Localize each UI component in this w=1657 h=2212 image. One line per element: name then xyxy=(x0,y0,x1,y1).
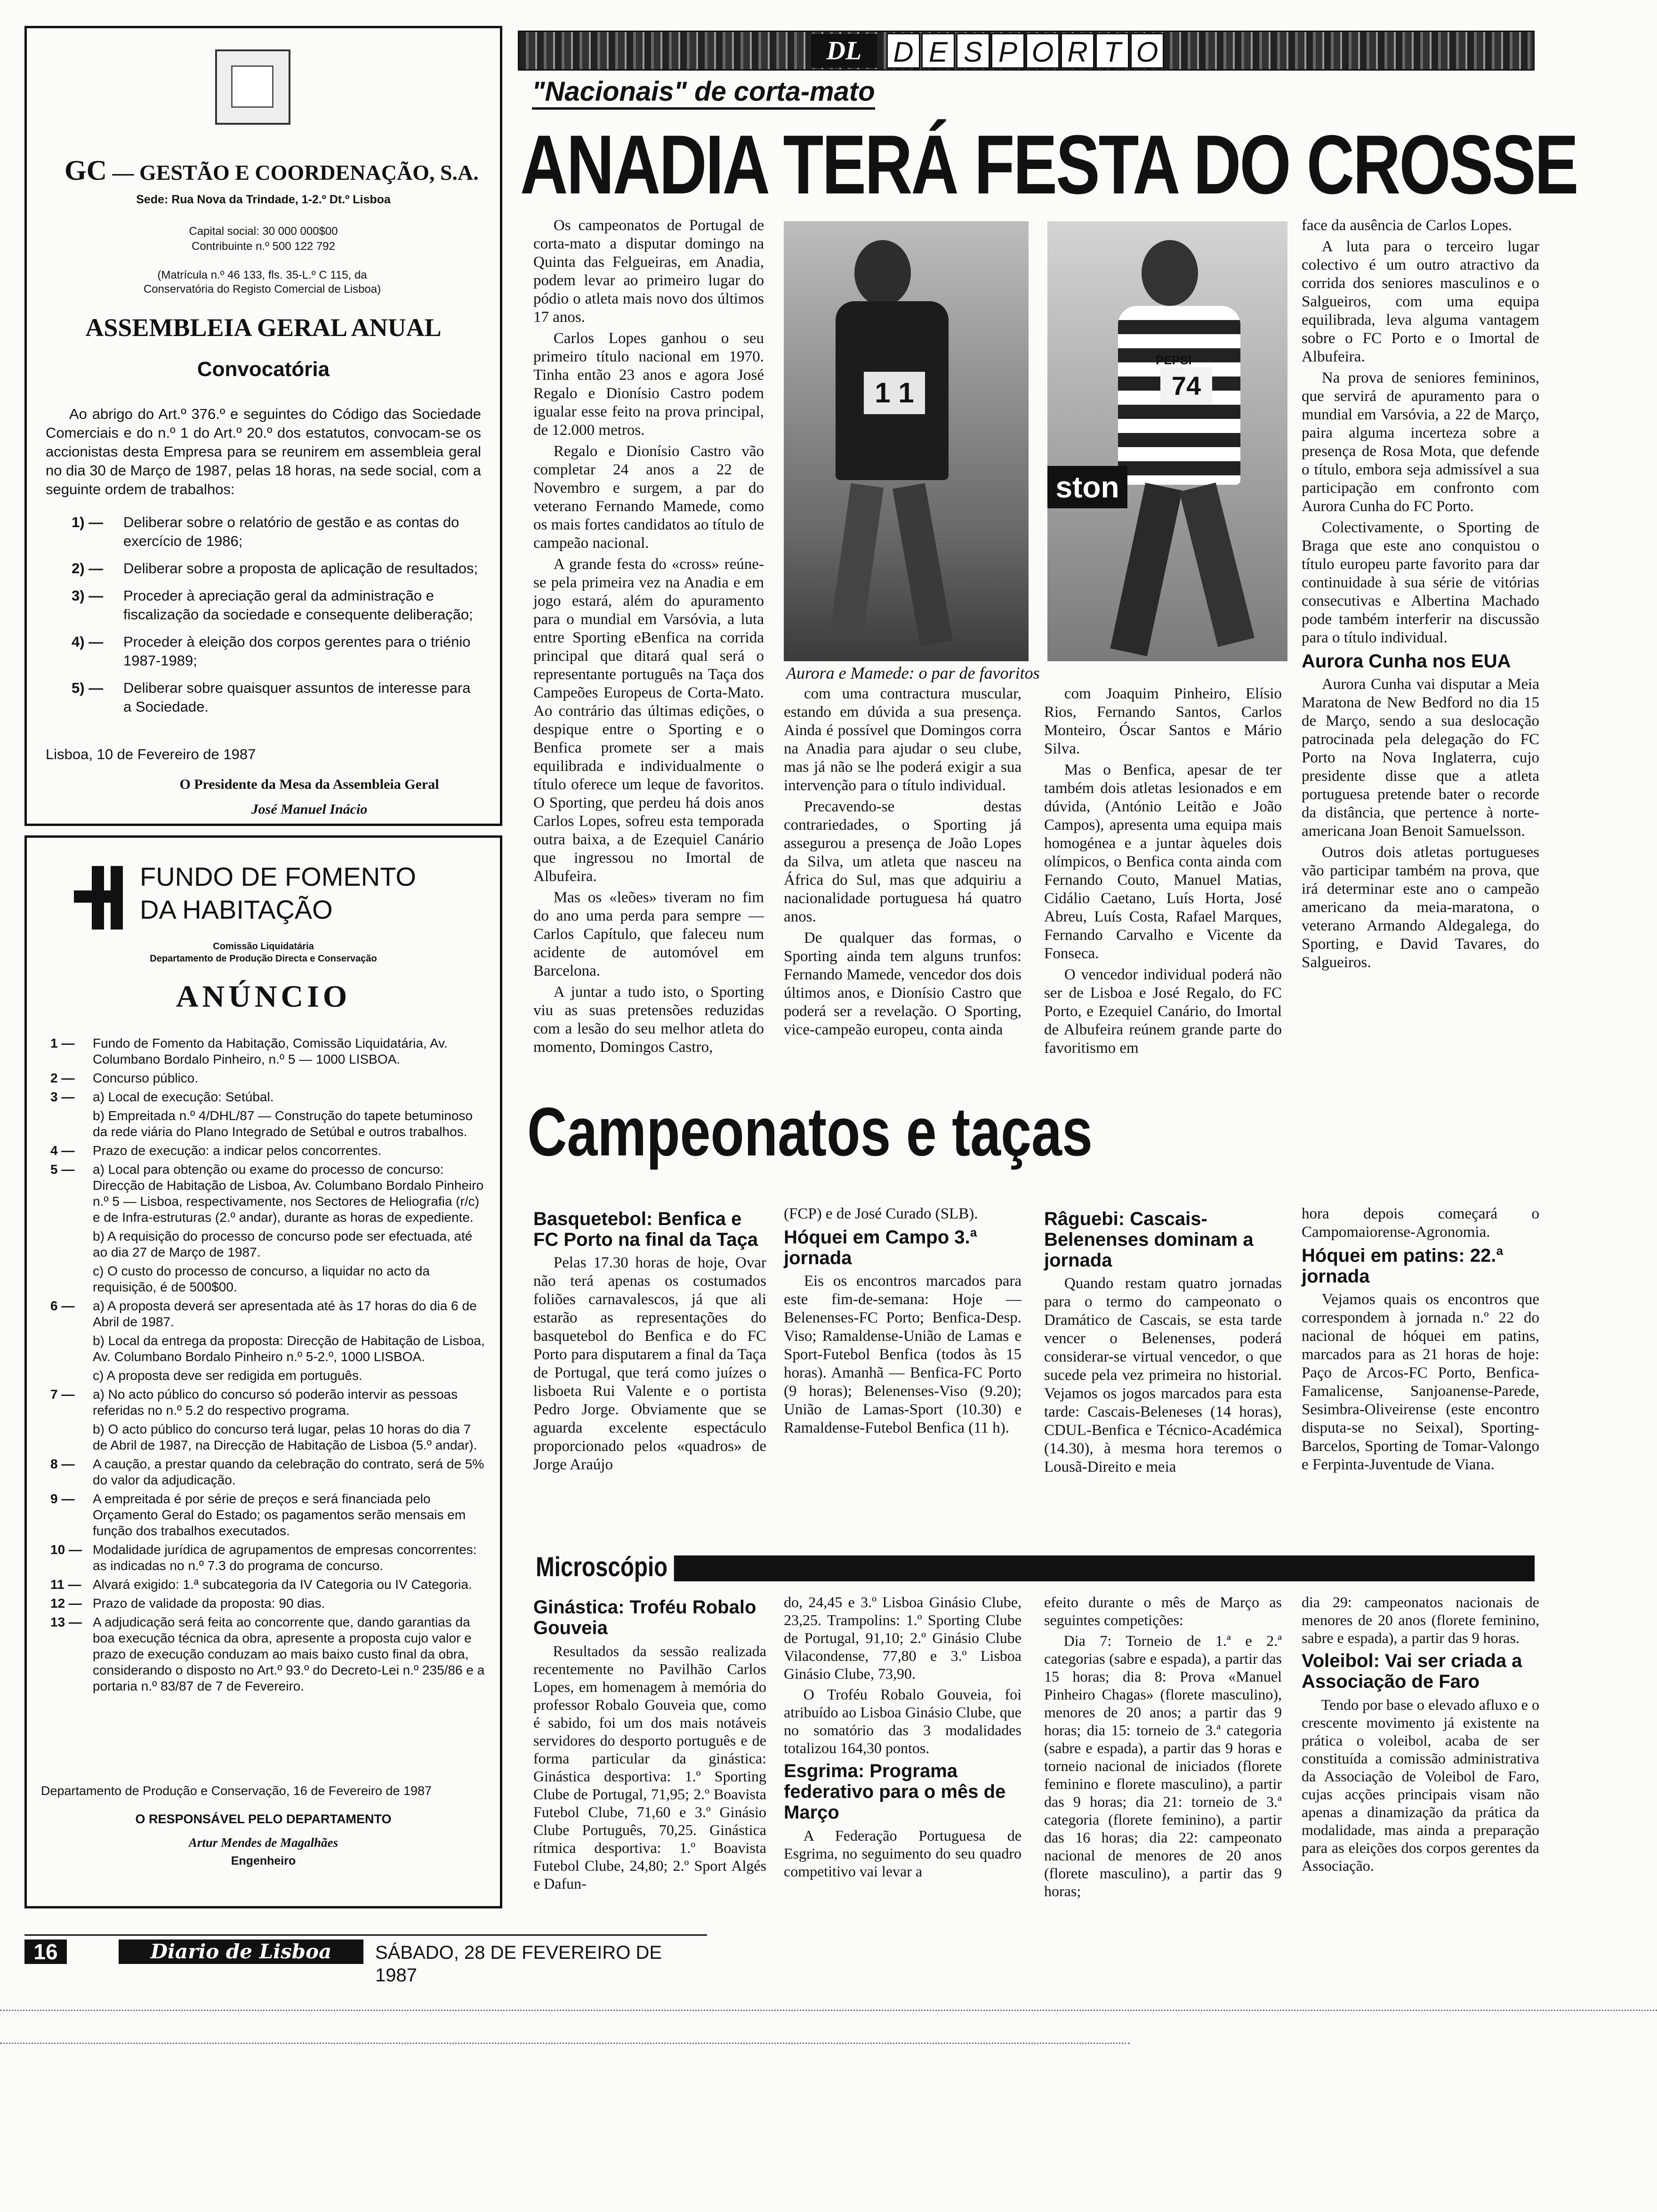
basquetebol-head: Basquetebol: Benfica e FC Porto na final da Taça xyxy=(533,1209,758,1250)
article-paragraph: Mas os «leões» tiveram no fim do ano uma perda para sempre — Carlos Capítulo, que faleceu num acidente de automóvel em Barcelona. xyxy=(533,889,764,979)
announcement-item-text: c) O custo do processo de concurso, a liquidar no acto da requisição, é de 500$00. xyxy=(93,1264,430,1294)
microscopio-col-4 xyxy=(1302,1593,1539,1913)
announcement-item-text: A adjudicação será feita ao concorrente que, dando garantias da boa execução técnica da obra, apresente a proposta cujo valor e prazo de execução conduzam ao mais baixo custo final da obra, considerando o disposto no Art.º 93.º do Decreto-Lei n.º 235/86 e a portaria n.º 83/87 de 7 de Fevereiro. xyxy=(93,1615,485,1693)
gc-contributor: Contribuinte n.º 500 122 792 xyxy=(192,240,335,253)
masthead: Diario de Lisboa xyxy=(119,1940,363,1964)
article-paragraph: Mas o Benfica, apesar de ter também dois atletas lesionados e em dúvida, (António Leitão e João Campos), apresenta uma equipa mais homogénea e a juntar àqueles dois olímpicos, o Benfica conta ainda com Fernando Couto, Manuel Matias, Cidálio Caetano, Luís Horta, José Abreu, Luís Costa, Rafael Marques, Fernando Carvalho e Vicente da Fonseca. xyxy=(1044,761,1282,962)
announcement-item xyxy=(50,1456,488,1488)
agenda-item-number: 2) — xyxy=(72,560,104,577)
campeonatos-col-4 xyxy=(1302,1205,1539,1525)
gc-seat: Sede: Rua Nova da Trindade, 1-2.º Dt.º Lisboa xyxy=(136,193,391,206)
gc-intro: Ao abrigo do Art.º 376.º e seguintes do Código das Sociedade Comerciais e do n.º 1 do Art.º 20.º dos estatutos, convocam-se os accionistas desta Empresa para se reunirem em assembleia geral no dia 30 de Março de 1987, pelas 18 horas, na sede social, com a seguinte ordem de trabalhos: xyxy=(46,406,481,497)
campeonatos-col-1 xyxy=(533,1205,766,1525)
article-paragraph: do, 24,45 e 3.º Lisboa Ginásio Clube, 23,25. Trampolins: 1.º Sporting Clube de Portugal, 91,10; 2.º Ginásio Clube Vilacondense, 77,80 e 3.º Lisboa Ginásio Clube, 73,90. xyxy=(784,1594,1022,1682)
campeonatos-col-3 xyxy=(1044,1205,1282,1525)
announcement-item-number: 7 — xyxy=(50,1387,75,1402)
section-banner xyxy=(518,31,1535,71)
microscopio-m4a: dia 29: campeonatos nacionais de menores de 20 anos (florete feminino, sabre e espada), a partir das 9 horas. xyxy=(1302,1594,1539,1646)
announcement-item-number xyxy=(50,1368,93,1384)
voleibol-head: Voleibol: Vai ser criada a Associação de Faro xyxy=(1302,1651,1522,1692)
article-paragraph: A Federação Portuguesa de Esgrima, no seguimento do seu quadro competitivo vai levar a xyxy=(784,1827,1022,1880)
photo-sponsor: PEPSI xyxy=(1156,353,1192,367)
announcement-item-number: 11 — xyxy=(50,1577,81,1592)
esgrima-head: Esgrima: Programa federativo para o mês de Março xyxy=(784,1761,1006,1823)
footer-date: SÁBADO, 28 DE FEVEREIRO DE 1987 xyxy=(375,1942,662,1986)
campeonatos-c4a: hora depois começará o Campomaiorense-Agronomia. xyxy=(1302,1205,1539,1241)
announcement-item-text: a) No acto público do concurso só poderão intervir as pessoas referidas no n.º 5.2 do respectivo programa. xyxy=(93,1387,458,1418)
announcement-item-text: b) Local da entrega da proposta: Direcção de Habitação de Lisboa, Av. Columbano Bordalo Pinheiro n.º 5-2.º, 1000 LISBOA. xyxy=(93,1333,485,1364)
photo-bib-left: 1 1 xyxy=(864,372,925,414)
announcement-item-number xyxy=(50,1333,93,1365)
agenda-item xyxy=(72,679,481,716)
announcement-item-number: 10 — xyxy=(50,1542,82,1557)
announcement-item-number xyxy=(50,1228,93,1260)
announcement-item-text: c) A proposta deve ser redigida em português. xyxy=(93,1368,362,1383)
announcement-item xyxy=(50,1595,488,1611)
agenda-item-text: Proceder à eleição dos corpos gerentes para o triénio 1987-1989; xyxy=(123,633,471,669)
gc-company-name: — GESTÃO E COORDENAÇÃO, S.A. xyxy=(112,160,479,184)
announcement-item-text: b) A requisição do processo de concurso pode ser efectuada, até ao dia 27 de Março de 1987. xyxy=(93,1229,473,1259)
announcement-item-number: 2 — xyxy=(50,1071,75,1085)
article-paragraph: A juntar a tudo isto, o Sporting viu as suas pretensões reduzidas com a lesão do seu melhor atleta do momento, Domingos Castro, xyxy=(533,984,764,1056)
ffh-name: Artur Mendes de Magalhães xyxy=(188,1835,338,1850)
campeonatos-c2a: (FCP) e de José Curado (SLB). xyxy=(784,1205,978,1222)
section-letter: R xyxy=(1061,33,1094,69)
photo-bib-right: 74 xyxy=(1160,367,1212,405)
gc-logo xyxy=(215,49,290,125)
announcement-item-text: Concurso público. xyxy=(93,1071,199,1085)
announcement-item-number: 4 — xyxy=(50,1143,75,1158)
main-story-column-4 xyxy=(1302,216,1539,1087)
ffh-responsible: O RESPONSÁVEL PELO DEPARTAMENTO xyxy=(135,1812,392,1826)
microscopio-col-3 xyxy=(1044,1593,1282,1913)
ginastica-head: Ginástica: Troféu Robalo Gouveia xyxy=(533,1597,756,1638)
ffh-sub2: Departamento de Produção Directa e Conservação xyxy=(150,954,377,964)
raguebi-head: Râguebi: Cascais-Belenenses dominam a jornada xyxy=(1044,1209,1254,1271)
announcement-item xyxy=(50,1491,488,1539)
announcement-item xyxy=(50,1263,488,1295)
agenda-item-text: Deliberar sobre o relatório de gestão e as contas do exercício de 1986; xyxy=(123,514,459,549)
section-letter: D xyxy=(886,33,920,69)
ffh-title-1: FUNDO DE FOMENTO xyxy=(140,862,416,891)
article-paragraph: Colectivamente, o Sporting de Braga que este ano conquistou o título europeu parte favorito para dar continuidade à sua série de vitórias consecutivas e Albertina Machado pode também interferir na discussão para o título individual. xyxy=(1302,519,1539,646)
main-story-column-2 xyxy=(784,685,1022,1085)
article-paragraph: Pelas 17.30 horas de hoje, Ovar não terá apenas os costumados foliões carnavalescos, já que ali estarão as representações do basquetebol do Benfica e do FC Porto para disputarem a final da Taça de Portugal, que terá como juízes o lisboeta Rui Valente e o portista Pedro Jorge. Obviamente que se aguarda excelente espectáculo proporcionado pelos «quadros» de Jorge Araújo xyxy=(533,1254,766,1473)
announcement-item-text: Alvará exigido: 1.ª subcategoria da IV Categoria ou IV Categoria. xyxy=(93,1577,472,1592)
gc-sign-name: José Manuel Inácio xyxy=(251,801,368,817)
microscopio-bar xyxy=(530,1552,1535,1582)
article-paragraph: Tendo por base o elevado afluxo e o crescente movimento já existente na prática o voleibol, acaba de ser constituída a comissão administrativa da Associação de Voleibol de Faro, cujas acções principais visam não apenas a dinamização da prática da modalidade, mas ainda a preparação para as eleições dos corpos gerentes da Associação. xyxy=(1302,1696,1539,1874)
ffh-items xyxy=(50,1035,488,1697)
announcement-item xyxy=(50,1108,488,1140)
article-paragraph: A grande festa do «cross» reúne-se pela primeira vez na Anadia e em jogo estará, além do apuramento para o mundial em Varsóvia, a luta entre Sporting eBenfica na corrida principal que ditará qual será o representante português na Taça dos Campeões Europeus de Corta-Mato. Ao contrário das últimas edições, o despique entre o Sporting e o Benfica promete ser a mais equilibrada e individualmente o título oferece um leque de favoritos. O Sporting, que perdeu há dois anos Carlos Lopes, sofreu esta temporada outra baixa, a de Ezequiel Canário que ingressou no Imortal de Albufeira. xyxy=(533,556,764,885)
announcement-item-text: A caução, a prestar quando da celebração do contrato, será de 5% do valor da adjudicação. xyxy=(93,1457,484,1487)
main-kicker: "Nacionais" de corta-mato xyxy=(532,76,875,110)
agenda-item-number: 3) — xyxy=(72,587,104,604)
agenda-item-text: Proceder à apreciação geral da administração e fiscalização da sociedade e consequente deliberação; xyxy=(123,587,473,623)
fold-line-2 xyxy=(0,2043,1130,2044)
hoquei-patins-head: Hóquei em patins: 22.ª jornada xyxy=(1302,1245,1504,1287)
photo-fernando-mamede xyxy=(1047,221,1287,661)
ad-fundo-fomento-habitacao xyxy=(24,835,502,1908)
microscopio-label: Microscópio xyxy=(530,1553,674,1582)
announcement-item xyxy=(50,1035,488,1067)
microscopio-col-1 xyxy=(533,1593,766,1913)
article-paragraph: Na prova de seniores femininos, que servirá de apuramento para o mundial em Varsóvia, a 22 de Março, paira alguma incerteza sobre a presença de Rosa Mota, que defende o título, embora seja admissível a sua participação em confronto com Aurora Cunha do FC Porto. xyxy=(1302,369,1539,515)
agenda-item xyxy=(72,559,481,578)
gc-agenda xyxy=(72,513,481,725)
agenda-item xyxy=(72,513,481,551)
article-paragraph: com Joaquim Pinheiro, Elísio Rios, Fernando Santos, Carlos Monteiro, Óscar Santos e Mário Silva. xyxy=(1044,685,1282,757)
photo-banner-text: ston xyxy=(1047,466,1127,508)
announcement-item-text: a) Local para obtenção ou exame do processo de concurso: Direcção de Habitação de Lisboa, Av. Columbano Bordalo Pinheiro n.º 5 — Lisboa, respectivamente, nos Sectores de Heliografia (r/c) e de Infra-estruturas (2.º andar), durante as horas de expediente. xyxy=(93,1162,484,1225)
article-paragraph: De qualquer das formas, o Sporting ainda tem alguns trunfos: Fernando Mamede, vencedor dos dois últimos anos, e Dionísio Castro que poderá ser a revelação. O Sporting, vice-campeão europeu, conta ainda xyxy=(784,930,1022,1038)
announcement-item xyxy=(50,1368,488,1384)
main-story-column-3 xyxy=(1044,685,1282,1085)
section-letter: E xyxy=(921,33,955,69)
announcement-item-number xyxy=(50,1108,93,1140)
subhead-aurora-cunha: Aurora Cunha nos EUA xyxy=(1302,651,1511,672)
agenda-item-number: 5) — xyxy=(72,680,104,696)
announcement-item xyxy=(50,1228,488,1260)
announcement-item xyxy=(50,1387,488,1419)
article-paragraph: Precavendo-se destas contrariedades, o Sporting já assegurou a presença de João Lopes da Silva, um atleta que nasceu na África do Sul, mas que adquiriu a nacionalidade portuguesa há quatro anos. xyxy=(784,798,1022,925)
announcement-item-text: b) O acto público do concurso terá lugar, pelas 10 horas do dia 7 de Abril de 1987, na Direcção de Habitação de Lisboa (5.º andar). xyxy=(93,1422,477,1452)
main-headline: ANADIA TERÁ FESTA DO CROSSE xyxy=(520,118,1577,211)
announcement-item xyxy=(50,1542,488,1574)
gc-registration: (Matrícula n.º 46 133, fls. 35-L.º C 115, da Conservatória do Registo Comercial de Lisboa) xyxy=(143,269,381,296)
photo-caption: Aurora e Mamede: o par de favoritos xyxy=(786,664,1040,682)
microscopio-col-2 xyxy=(784,1593,1022,1913)
hoquei-campo-head: Hóquei em Campo 3.ª jornada xyxy=(784,1227,977,1268)
article-paragraph: A luta para o terceiro lugar colectivo é um outro atractivo da corrida dos seniores masculinos e o Salgueiros, com uma equipa equilibrada, leva alguma vantagem sobre o FC Porto e o Imortal de Albufeira. xyxy=(1302,238,1539,365)
announcement-item xyxy=(50,1298,488,1330)
fold-line xyxy=(0,2010,1657,2011)
announcement-item-text: Fundo de Fomento da Habitação, Comissão Liquidatária, Av. Columbano Bordalo Pinheiro, n.º 5 — 1000 LISBOA. xyxy=(93,1036,448,1066)
announcement-item-text: a) Local de execução: Setúbal. xyxy=(93,1090,274,1104)
gc-sign-title: O Presidente da Mesa da Assembleia Geral xyxy=(179,777,439,792)
page-number: 16 xyxy=(24,1940,67,1964)
section-letter: S xyxy=(956,33,990,69)
ffh-sub1: Comissão Liquidatária xyxy=(213,941,314,952)
announcement-item-number xyxy=(50,1263,93,1295)
gc-subheading: Convocatória xyxy=(197,358,330,381)
announcement-item xyxy=(50,1089,488,1105)
announcement-item-number: 12 — xyxy=(50,1596,82,1611)
article-paragraph: Eis os encontros marcados para este fim-de-semana: Hoje — Belenenses-FC Porto; Benfica-Desp. Viso; Ramaldense-União de Lamas e Sport-Futebol Benfica (todos às 15 horas). Amanhã — Benfica-FC Porto (9 horas); Belenenses-Viso (9.20); União de Lamas-Sport (10.30) e Ramaldense-Futebol Benfica (11 h). xyxy=(784,1273,1022,1436)
announcement-item-text: b) Empreitada n.º 4/DHL/87 — Construção do tapete betuminoso da rede viária do Plano Integrado de Setúbal e outros trabalhos. xyxy=(93,1108,473,1139)
gc-date: Lisboa, 10 de Fevereiro de 1987 xyxy=(46,746,256,762)
announcement-item xyxy=(50,1614,488,1694)
announcement-item-text: Modalidade jurídica de agrupamentos de empresas concorrentes: as indicadas no n.º 7.3 do programa de concurso. xyxy=(93,1542,477,1573)
photo-aurora-cunha xyxy=(784,221,1029,661)
gc-heading: ASSEMBLEIA GERAL ANUAL xyxy=(85,313,442,342)
announcement-item-number: 3 — xyxy=(50,1090,75,1104)
announcement-item-number: 6 — xyxy=(50,1298,75,1313)
article-paragraph: face da ausência de Carlos Lopes. xyxy=(1302,217,1512,234)
ffh-role: Engenheiro xyxy=(231,1854,296,1867)
article-paragraph: Dia 7: Torneio de 1.ª e 2.ª categorias (sabre e espada), a partir das 15 horas; dia 8: Prova «Manuel Pinheiro Chagas» (florete masculino), menores de 20 anos; a partir das 9 horas; dia 15: torneio de 3.ª categoria (sabre e espada), a partir das 9 horas e torneio nacional de iniciados (florete feminino e florete masculino), a partir das 9 horas; dia 21: torneio de 3.ª categoria (florete feminino), a partir das 16 horas; dia 22: campeonato nacional de menores de 20 anos (florete masculino), a partir das 9 horas; xyxy=(1044,1632,1282,1899)
section-letter: O xyxy=(1130,33,1164,69)
announcement-item-number: 9 — xyxy=(50,1491,75,1506)
article-paragraph: Os campeonatos de Portugal de corta-mato a disputar domingo na Quinta das Felgueiras, em Anadia, podem levar ao primeiro lugar do pódio o atleta mais novo dos últimos 17 anos. xyxy=(533,217,764,326)
article-paragraph: Outros dois atletas portugueses vão participar também na prova, que irá determinar este ano o campeão americano da meia-maratona, o veterano Armando Aldegalega, do Sporting, e David Tavares, do Salgueiros. xyxy=(1302,844,1539,971)
article-paragraph: O Troféu Robalo Gouveia, foi atribuído ao Lisboa Ginásio Clube, que no somatório das 3 modalidades totalizou 164,30 pontos. xyxy=(784,1686,1022,1756)
section-letter: O xyxy=(1026,33,1060,69)
ffh-title-2: DA HABITAÇÃO xyxy=(140,895,333,924)
article-paragraph: Quando restam quatro jornadas para o termo do campeonato o Dramático de Cascais, se esta tarde vencer o Belenenses, poderá considerar-se virtual vencedor, o que sucede pela vez primeira no historial. Vejamos os jogos marcados para esta tarde: Cascais-Beleneses (14 horas), CDUL-Benfica e Técnico-Académica (14.30), à mesma hora teremos o Lousã-Direito e meia xyxy=(1044,1275,1282,1475)
announcement-item-text: Prazo de execução: a indicar pelos concorrentes. xyxy=(93,1143,382,1158)
main-story-column-1 xyxy=(533,216,764,1087)
article-paragraph: Carlos Lopes ganhou o seu primeiro título nacional em 1970. Tinha então 23 anos e agora José Regalo e Dionísio Castro podem igualar esse feito na prova principal, de 12.000 metros. xyxy=(533,330,764,439)
ffh-footer-dept: Departamento de Produção e Conservação, 16 de Fevereiro de 1987 xyxy=(41,1784,432,1798)
section-logo: DL xyxy=(811,34,877,68)
announcement-item-number: 1 — xyxy=(50,1036,75,1050)
announcement-item xyxy=(50,1162,488,1226)
announcement-item xyxy=(50,1577,488,1593)
agenda-item-text: Deliberar sobre quaisquer assuntos de interesse para a Sociedade. xyxy=(123,680,471,715)
article-paragraph: O vencedor individual poderá não ser de Lisboa e José Regalo, do FC Porto, e Ezequiel Canário, do Imortal de Albufeira reúnem grande parte do favoritismo em xyxy=(1044,966,1282,1057)
agenda-item-text: Deliberar sobre a proposta de aplicação de resultados; xyxy=(123,560,478,577)
announcement-item-number: 13 — xyxy=(50,1615,82,1629)
ad-gestao-coordenacao xyxy=(24,26,502,826)
announcement-item xyxy=(50,1143,488,1159)
article-paragraph: Vejamos quais os encontros que correspondem à jornada n.º 22 do nacional de hóquei em patins, marcados para as 21 horas de hoje: Paço de Arcos-FC Porto, Benfica-Famalicense, Sanjoanense-Parede, Sesimbra-Oliveirense (este encontro disputa-se no Seixal), Sporting-Barcelos, Sporting de Tomar-Valongo e Ferpinta-Juventude de Viana. xyxy=(1302,1291,1539,1473)
article-paragraph: efeito durante o mês de Março as seguintes competições: xyxy=(1044,1594,1282,1628)
announcement-item-text: a) A proposta deverá ser apresentada até às 17 horas do dia 6 de Abril de 1987. xyxy=(93,1298,477,1329)
announcement-item-number: 8 — xyxy=(50,1457,75,1471)
gc-capital: Capital social: 30 000 000$00 xyxy=(189,225,338,238)
section-title-desporto xyxy=(886,33,1165,69)
agenda-item xyxy=(72,586,481,624)
gc-logo-letters: GC xyxy=(64,155,107,186)
announcement-item xyxy=(50,1421,488,1453)
announcement-item-number xyxy=(50,1421,93,1453)
article-paragraph: com uma contractura muscular, estando em dúvida a sua presença. Ainda é possível que Domingos corra na Anadia para ajudar o seu clube, mas já não se lhe poderá exigir a sua intervenção para o título individual. xyxy=(784,685,1022,794)
agenda-item xyxy=(72,633,481,670)
campeonatos-headline: Campeonatos e taças xyxy=(527,1093,1093,1170)
announcement-item-text: A empreitada é por série de preços e será financiada pelo Orçamento Geral do Estado; os pagamentos serão mensais em função dos trabalhos executados. xyxy=(93,1491,466,1538)
section-letter: P xyxy=(991,33,1025,69)
announcement-item-text: Prazo de validade da proposta: 90 dias. xyxy=(93,1596,325,1611)
ffh-heading: ANÚNCIO xyxy=(176,979,351,1014)
article-paragraph: Aurora Cunha vai disputar a Meia Maratona de New Bedford no dia 15 de Março, sendo a sua deslocação patrocinada pela delegação do FC Porto na Nova Inglaterra, cujo presidente disse que a atleta portuguesa pretende bater o recorde da distância, que pertence à norte-americana Joan Benoit Samuelsson. xyxy=(1302,676,1539,840)
announcement-item-number: 5 — xyxy=(50,1162,75,1177)
announcement-item xyxy=(50,1333,488,1365)
footer xyxy=(24,1934,707,1986)
article-paragraph: Regalo e Dionísio Castro vão completar 24 anos a 22 de Novembro e surgem, a par do veterano Fernando Mamede, como os mais fortes candidatos ao título de campeão nacional. xyxy=(533,443,764,552)
ffh-logo-icon xyxy=(74,866,130,930)
section-letter: T xyxy=(1095,33,1129,69)
agenda-item-number: 1) — xyxy=(72,514,104,530)
article-paragraph: Resultados da sessão realizada recentemente no Pavilhão Carlos Lopes, em homenagem à memória do professor Robalo Gouveia que, como é sabido, foi um dos mais notáveis servidores do desporto português e de forma particular da ginástica: Ginástica desportiva: 1.º Sporting Clube de Portugal, 71,95; 2.º Boavista Futebol Clube, 71,60 e 3.º Ginásio Clube Português, 70,25. Ginástica rítmica desportiva: 1.º Boavista Futebol Clube, 24,80; 2.º Sport Algés e Dafun- xyxy=(533,1643,766,1892)
agenda-item-number: 4) — xyxy=(72,633,104,650)
announcement-item xyxy=(50,1070,488,1086)
campeonatos-col-2 xyxy=(784,1205,1022,1525)
